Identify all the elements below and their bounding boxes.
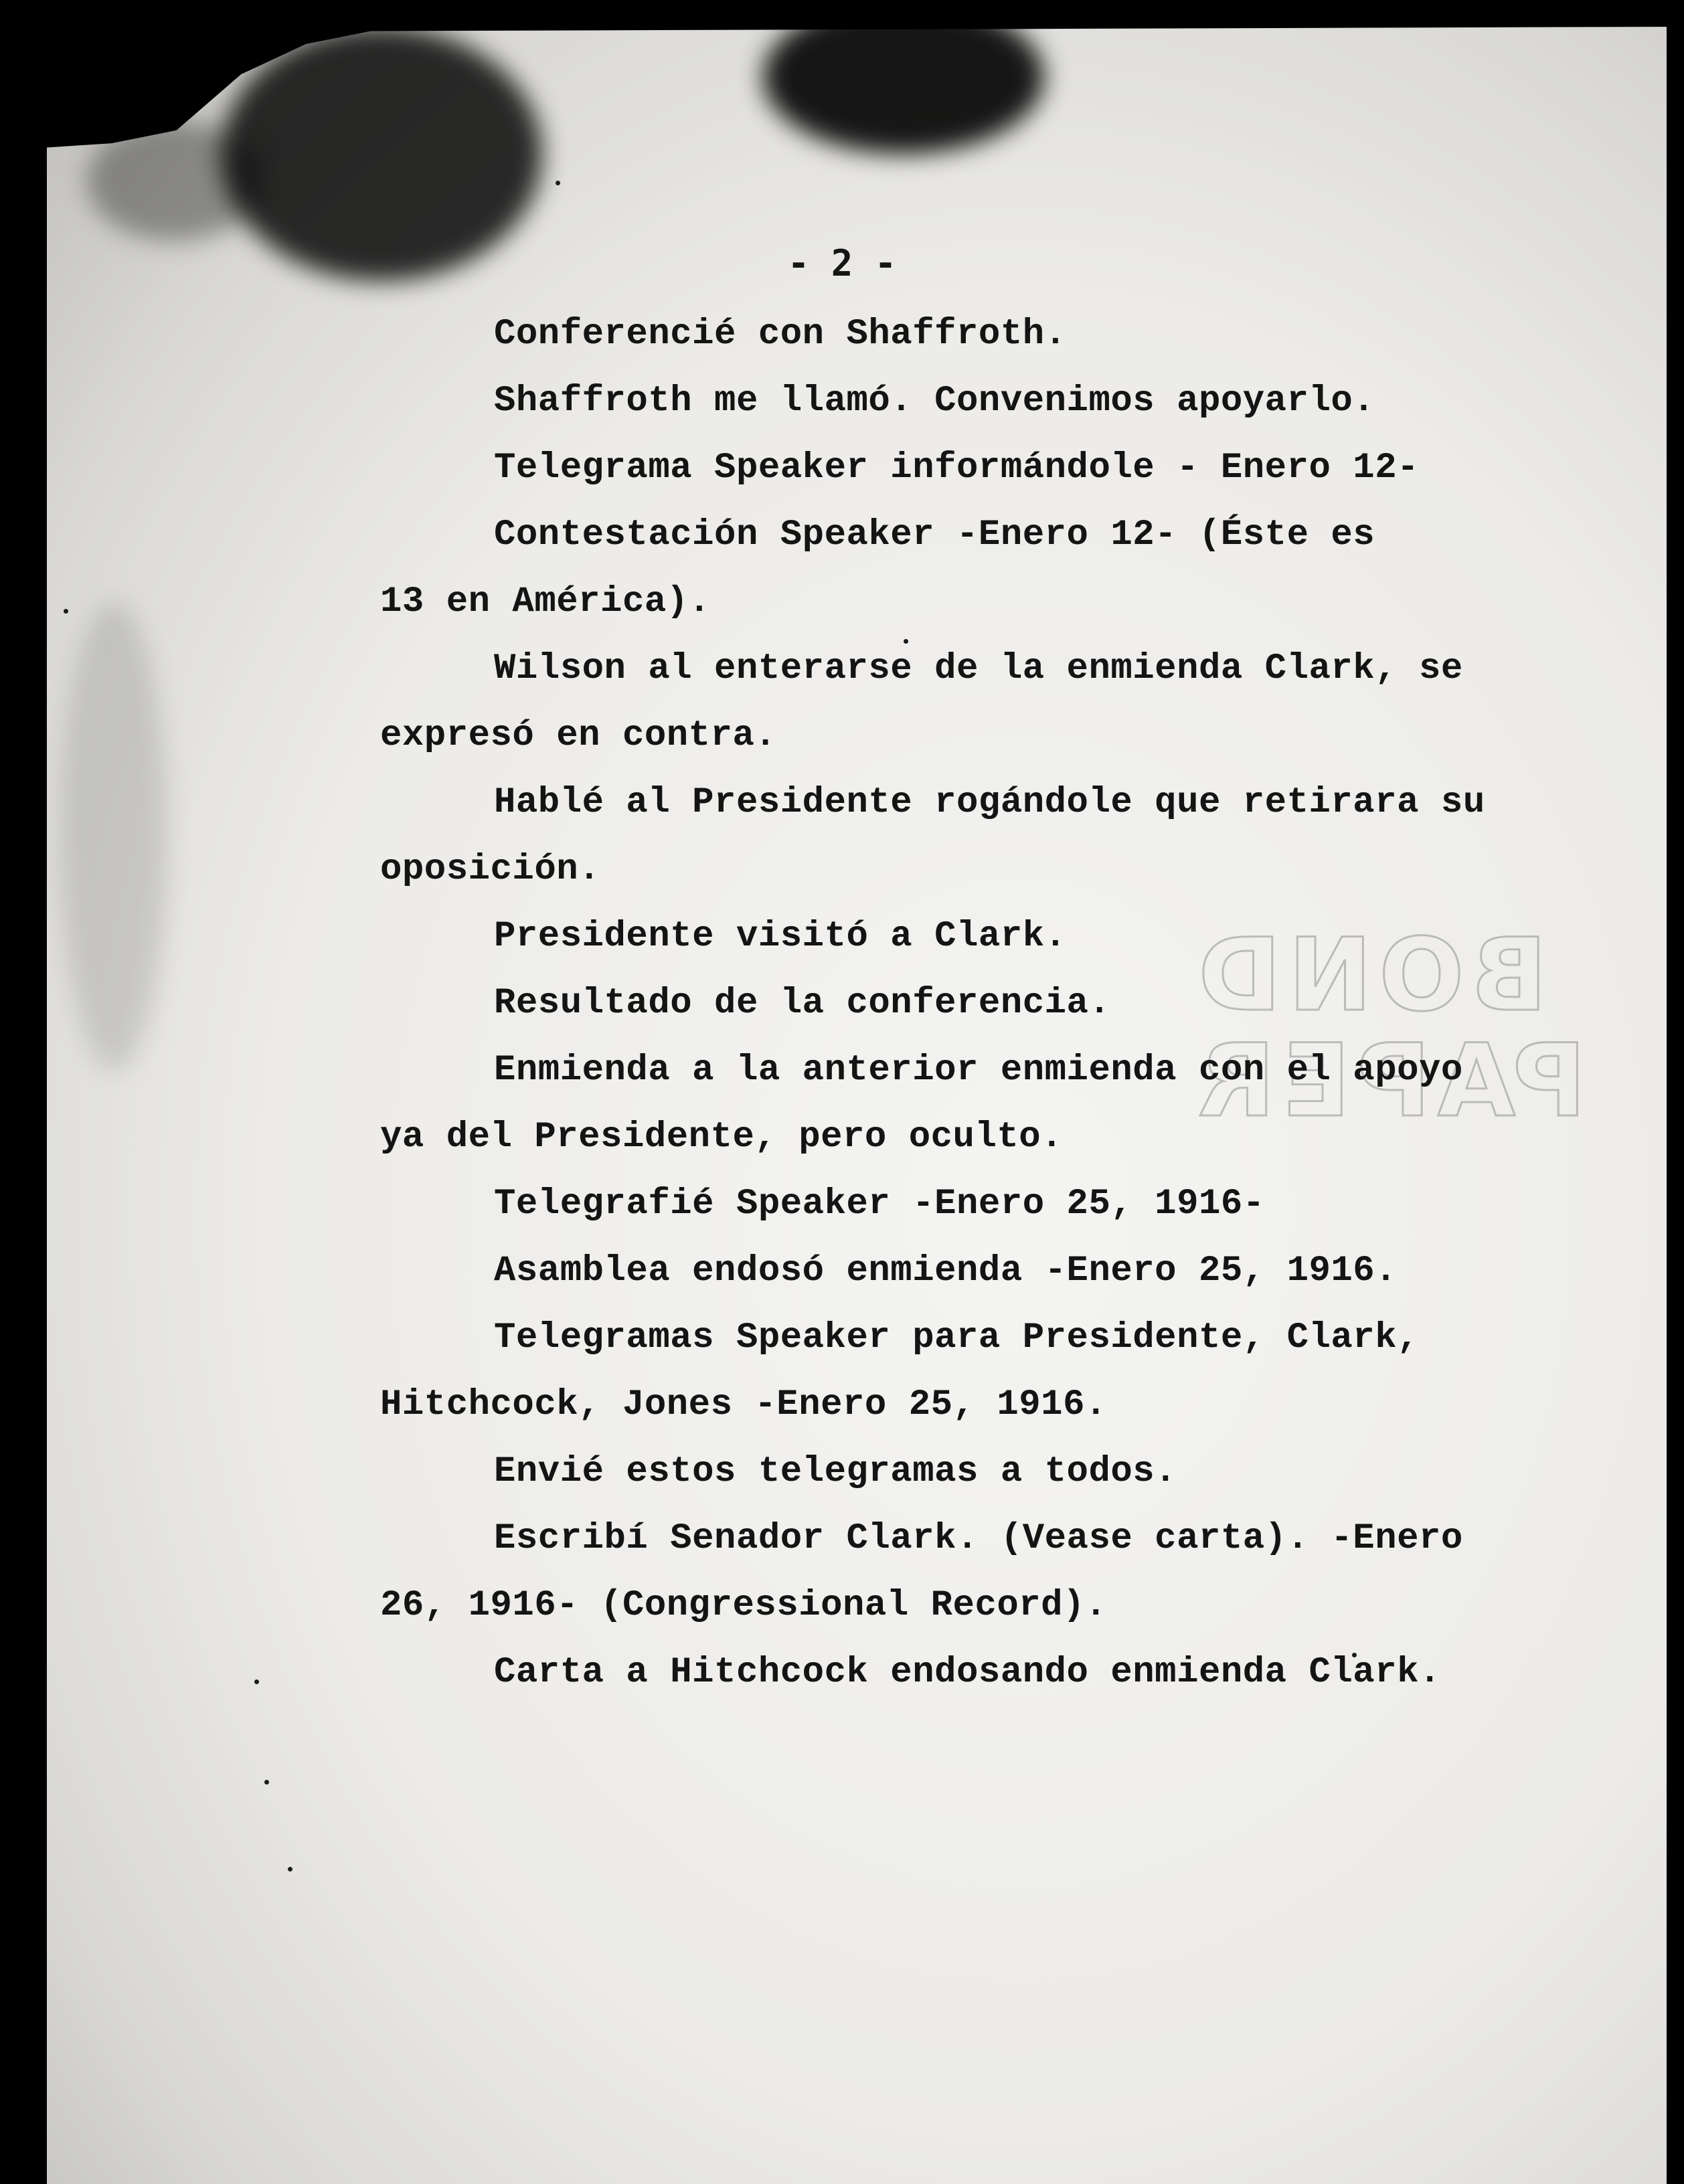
text-line: Escribí Senador Clark. (Vease carta). -Enero — [494, 1518, 1463, 1559]
speck — [254, 1679, 259, 1684]
speck — [64, 609, 68, 614]
watermark-line: PAPER — [1191, 1022, 1587, 1140]
speck — [264, 1780, 269, 1785]
document-body — [380, 301, 1485, 1706]
speck — [288, 1867, 292, 1872]
text-line: 13 en América). — [380, 581, 711, 622]
text-line: Asamblea endosó enmienda -Enero 25, 1916. — [494, 1251, 1398, 1291]
text-line: Wilson al enterarse de la enmienda Clark, se — [494, 648, 1463, 689]
shadow-smudge — [60, 602, 167, 1071]
text-line: ya del Presidente, pero oculto. — [380, 1117, 1064, 1158]
ink-stain — [87, 120, 261, 241]
text-line: Conferencié con Shaffroth. — [494, 314, 1067, 355]
text-line: Telegrama Speaker informándole - Enero 12- — [494, 448, 1420, 488]
text-line: Telegrafié Speaker -Enero 25, 1916- — [494, 1184, 1265, 1224]
text-line: Hitchcock, Jones -Enero 25, 1916. — [380, 1384, 1107, 1425]
text-line: expresó en contra. — [380, 715, 777, 756]
text-line: Hablé al Presidente rogándole que retirara su — [494, 782, 1485, 823]
text-line: 26, 1916- (Congressional Record). — [380, 1585, 1107, 1626]
text-line: oposición. — [380, 849, 601, 890]
page-number: - 2 - — [787, 242, 897, 284]
text-line: Contestación Speaker -Enero 12- (Éste es — [494, 515, 1375, 555]
watermark-line: BOND — [1191, 917, 1547, 1034]
text-line: Envié estos telegramas a todos. — [494, 1451, 1177, 1492]
speck — [556, 181, 560, 185]
ink-stain — [763, 0, 1044, 154]
text-line: Shaffroth me llamó. Convenimos apoyarlo. — [494, 381, 1375, 422]
text-line: Resultado de la conferencia. — [494, 983, 1111, 1024]
text-line: Enmienda a la anterior enmienda con el apoyo — [494, 1050, 1463, 1091]
text-line: Telegramas Speaker para Presidente, Clark, — [494, 1317, 1420, 1358]
text-line: Carta a Hitchcock endosando enmienda Clark. — [494, 1652, 1441, 1693]
text-line: Presidente visitó a Clark. — [494, 916, 1067, 957]
